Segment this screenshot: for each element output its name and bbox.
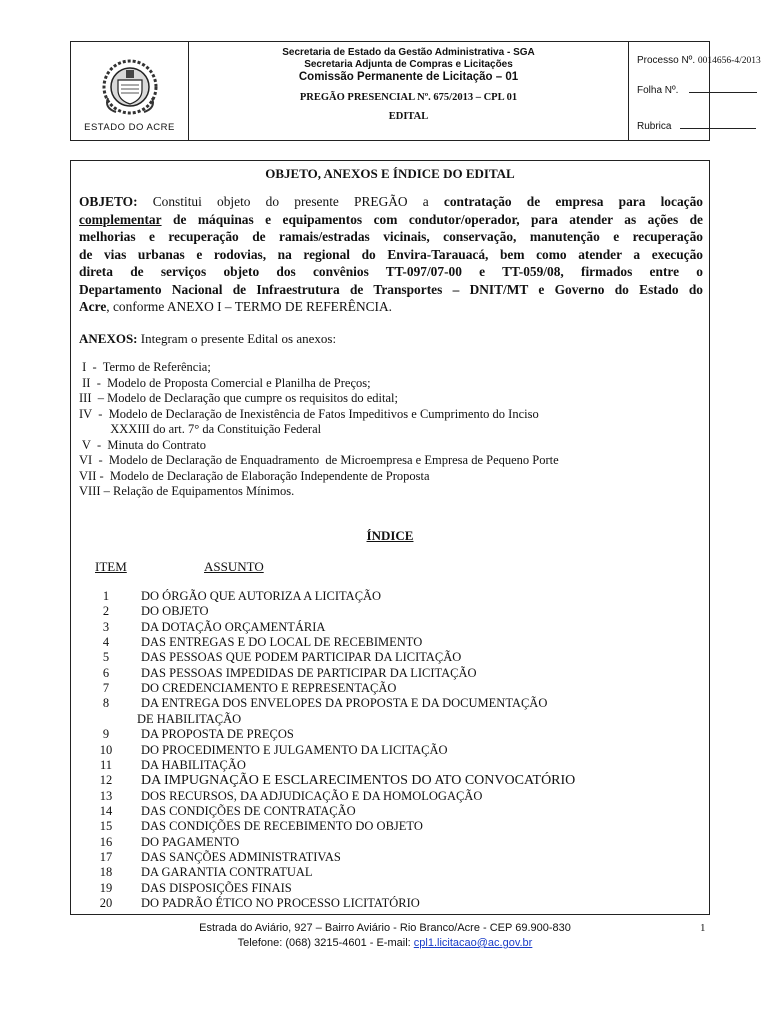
indice-item-number: 19 [99, 880, 113, 895]
indice-item-subject: DO PAGAMENTO [141, 834, 240, 849]
indice-row [71, 666, 711, 681]
indice-item-number: 6 [102, 665, 110, 680]
indice-row [71, 604, 711, 619]
indice-item-number: 17 [99, 849, 113, 864]
indice-item-subject: DA ENTREGA DOS ENVELOPES DA PROPOSTA E DA DOCUMENTAÇÃO [141, 696, 548, 711]
indice-row [71, 789, 711, 804]
header-title-cell [189, 42, 629, 140]
indice-row [71, 727, 711, 742]
indice-item-subject: DE HABILITAÇÃO [137, 711, 242, 726]
rubrica-line [637, 120, 756, 132]
footer-address: Estrada do Aviário, 927 – Bairro Aviário - Rio Branco/Acre - CEP 69.900-830 [199, 922, 571, 934]
indice-item-number: 2 [102, 604, 110, 619]
objeto-line-3: melhorias e recuperação de ramais/estradas vicinais, conservação, manutenção e recuperação [79, 229, 703, 244]
indice-item-subject: DA PROPOSTA DE PREÇOS [141, 727, 294, 742]
header-secretaria: Secretaria de Estado da Gestão Administrativa - SGA [282, 47, 535, 58]
anexo-item: XXXIII do art. 7° da Constituição Federal [79, 422, 322, 436]
indice-row [71, 819, 711, 834]
rubrica-label: Rubrica [637, 121, 672, 132]
indice-row [71, 773, 711, 788]
indice-row [71, 712, 711, 727]
edital-content [70, 160, 710, 915]
indice-item-number: 8 [102, 696, 110, 711]
indice-item-number: 20 [99, 896, 113, 910]
indice-item-number: 10 [99, 742, 113, 757]
section-title: OBJETO, ANEXOS E ÍNDICE DO EDITAL [265, 166, 515, 181]
indice-col-item: ITEM [95, 559, 127, 574]
indice-item-subject: DAS ENTREGAS E DO LOCAL DE RECEBIMENTO [141, 635, 423, 650]
anexo-item: II - Modelo de Proposta Comercial e Planilha de Preços; [79, 375, 371, 390]
indice-item-number: 11 [99, 757, 113, 772]
indice-col-assunto: ASSUNTO [204, 559, 264, 574]
anexo-item: VI - Modelo de Declaração de Enquadramento de Microempresa e Empresa de Pequeno Porte [79, 453, 559, 467]
indice-row [71, 881, 711, 896]
indice-item-number: 9 [102, 727, 110, 742]
folha-blank [689, 84, 757, 93]
indice-item-subject: DAS DISPOSIÇÕES FINAIS [141, 880, 292, 895]
objeto-line-7: Acre, conforme ANEXO I – TERMO DE REFERÊNCIA. [79, 299, 393, 314]
indice-row [71, 696, 711, 711]
page-number: 1 [700, 922, 706, 934]
processo-line [637, 55, 761, 66]
footer-email-link[interactable]: cpl1.licitacao@ac.gov.br [413, 937, 533, 949]
indice-item-subject: DAS PESSOAS QUE PODEM PARTICIPAR DA LICITAÇÃO [141, 650, 462, 665]
indice-item-number: 14 [99, 803, 113, 818]
objeto-line-2: complementar de máquinas e equipamentos com condutor/operador, para atender as ações de [79, 211, 703, 227]
logo-caption: ESTADO DO ACRE [84, 122, 175, 133]
indice-item-number: 12 [99, 773, 113, 788]
indice-row [71, 650, 711, 665]
indice-item-subject: DO PROCEDIMENTO E JULGAMENTO DA LICITAÇÃO [141, 742, 448, 757]
indice-row [71, 865, 711, 880]
indice-item-number: 16 [99, 834, 113, 849]
anexo-item: VII - Modelo de Declaração de Elaboração Independente de Proposta [79, 468, 430, 483]
anexo-item: III – Modelo de Declaração que cumpre os requisitos do edital; [79, 391, 398, 405]
indice-item-number: 1 [102, 589, 110, 603]
anexo-item: IV - Modelo de Declaração de Inexistência de Fatos Impeditivos e Cumprimento do Inciso [79, 406, 539, 421]
indice-item-number: 3 [102, 619, 110, 634]
header-process-cell [629, 42, 761, 140]
indice-row [71, 620, 711, 635]
indice-item-subject: DO ÓRGÃO QUE AUTORIZA A LICITAÇÃO [141, 589, 382, 603]
indice-item-subject: DAS PESSOAS IMPEDIDAS DE PARTICIPAR DA LICITAÇÃO [141, 665, 477, 680]
indice-item-subject: DO PADRÃO ÉTICO NO PROCESSO LICITATÓRIO [141, 896, 420, 910]
header-pregao: PREGÃO PRESENCIAL Nº. 675/2013 – CPL 01 [299, 92, 518, 103]
indice-item-number: 7 [102, 681, 110, 696]
document-header [70, 41, 761, 141]
indice-item-subject: DA GARANTIA CONTRATUAL [141, 865, 313, 880]
anexos-label: ANEXOS: [79, 331, 138, 346]
indice-row [71, 804, 711, 819]
objeto-line-5: direta de serviços objeto dos convênios TT-097/07-00 e TT-059/08, firmados entre o [79, 264, 703, 279]
indice-row [71, 589, 711, 604]
folha-line [637, 84, 757, 96]
indice-row [71, 896, 711, 911]
objeto-paragraph [79, 193, 703, 316]
folha-label: Folha Nº. [637, 85, 679, 96]
anexo-item: V - Minuta do Contrato [79, 437, 206, 452]
indice-item-number: 15 [99, 819, 113, 834]
indice-item-subject: DO OBJETO [141, 604, 209, 619]
indice-item-number: 18 [99, 865, 113, 880]
indice-item-subject: DA IMPUGNAÇÃO E ESCLARECIMENTOS DO ATO CONVOCATÓRIO [141, 773, 576, 789]
indice-item-subject: DAS CONDIÇÕES DE CONTRATAÇÃO [141, 803, 356, 818]
objeto-line-1: OBJETO: Constitui objeto do presente PREGÃO a contratação de empresa para locação [79, 194, 703, 209]
indice-row [71, 635, 711, 650]
anexo-item: I - Termo de Referência; [79, 360, 211, 374]
indice-title: ÍNDICE [366, 528, 414, 543]
objeto-line-6: Departamento Nacional de Infraestrutura de Transportes – DNIT/MT e Governo do Estado do [79, 281, 703, 297]
indice-row [71, 850, 711, 865]
indice-item-subject: DOS RECURSOS, DA ADJUDICAÇÃO E DA HOMOLOGAÇÃO [141, 788, 483, 803]
footer-phone: Telefone: (068) 3215-4601 - E-mail: [237, 937, 411, 949]
processo-value: 0014656-4/2013 [697, 56, 761, 66]
objeto-line-4: de vias urbanas e rodovias, na regional do Envira-Tarauacá, bem como atender a execução [79, 246, 703, 262]
header-secretaria-adjunta: Secretaria Adjunta de Compras e Licitações [304, 59, 513, 70]
header-comissao: Comissão Permanente de Licitação – 01 [298, 71, 519, 83]
indice-item-number: 4 [102, 635, 110, 650]
footer-contact [0, 937, 770, 949]
indice-item-subject: DO CREDENCIAMENTO E REPRESENTAÇÃO [141, 681, 397, 696]
header-edital: EDITAL [388, 111, 429, 122]
logo-cell [71, 42, 189, 140]
rubrica-blank [680, 120, 756, 129]
indice-row [71, 758, 711, 773]
indice-item-number: 13 [99, 788, 113, 803]
anexos-intro: ANEXOS: Integram o presente Edital os anexos: [79, 331, 337, 346]
anexo-item: VIII – Relação de Equipamentos Mínimos. [79, 484, 295, 498]
indice-row [71, 835, 711, 850]
indice-item-subject: DA HABILITAÇÃO [141, 757, 246, 772]
indice-item-subject: DA DOTAÇÃO ORÇAMENTÁRIA [141, 619, 326, 634]
state-coat-of-arms-icon [100, 58, 160, 116]
objeto-label: OBJETO: [79, 194, 138, 209]
indice-row [71, 743, 711, 758]
indice-item-subject: DAS CONDIÇÕES DE RECEBIMENTO DO OBJETO [141, 819, 423, 834]
indice-item-subject: DAS SANÇÕES ADMINISTRATIVAS [141, 849, 341, 864]
processo-label: Processo Nº. [637, 55, 696, 66]
indice-item-number: 5 [102, 650, 110, 665]
indice-row [71, 681, 711, 696]
